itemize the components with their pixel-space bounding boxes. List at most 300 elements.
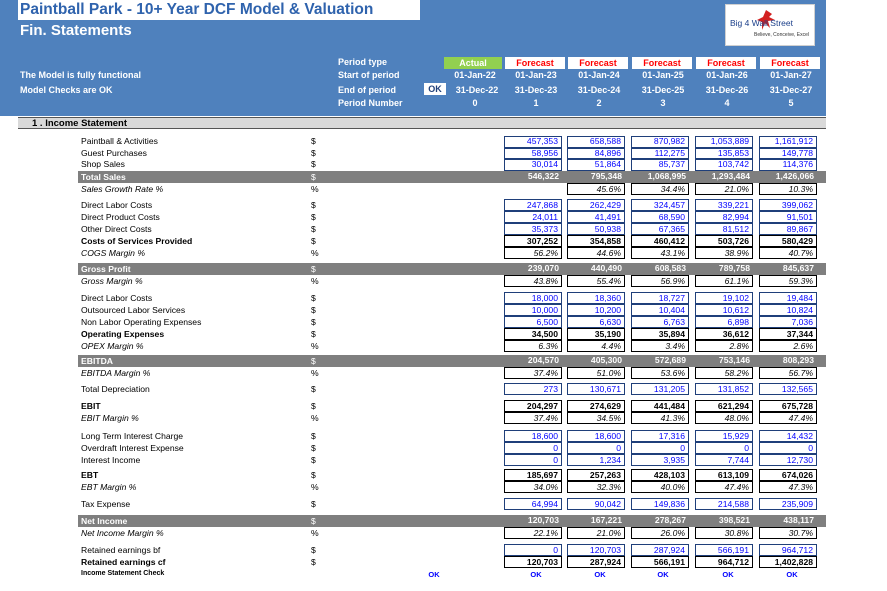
value-cell[interactable]: 19,102 bbox=[695, 292, 753, 304]
table-row[interactable] bbox=[0, 527, 887, 539]
row-unit: $ bbox=[311, 499, 316, 509]
value-cell[interactable]: 0 bbox=[504, 454, 562, 466]
value-cell[interactable]: 789,758 bbox=[718, 263, 750, 273]
row-label: Paintball & Activities bbox=[81, 136, 158, 146]
row-label: Direct Labor Costs bbox=[81, 293, 153, 303]
value-cell[interactable]: 239,070 bbox=[527, 263, 559, 273]
row-unit: % bbox=[311, 276, 319, 286]
check-ok-2: OK bbox=[594, 570, 606, 579]
row-label: Tax Expense bbox=[81, 499, 131, 509]
value-cell[interactable]: 572,689 bbox=[654, 355, 686, 365]
value-cell[interactable]: 18,360 bbox=[567, 292, 625, 304]
table-row[interactable] bbox=[0, 430, 887, 442]
value-cell[interactable]: 675,728 bbox=[759, 400, 817, 412]
value-cell[interactable]: 753,146 bbox=[718, 355, 750, 365]
value-cell[interactable]: 4.4% bbox=[567, 340, 625, 352]
table-row[interactable] bbox=[0, 247, 887, 259]
value-cell[interactable]: 278,267 bbox=[654, 515, 686, 525]
table-row[interactable] bbox=[0, 275, 887, 287]
value-cell[interactable]: 247,868 bbox=[504, 199, 562, 211]
value-cell[interactable]: 30.7% bbox=[759, 527, 817, 539]
row-unit: % bbox=[311, 183, 319, 194]
value-cell[interactable]: 274,629 bbox=[567, 400, 625, 412]
row-label: Total Depreciation bbox=[81, 384, 150, 394]
value-cell[interactable]: 438,117 bbox=[783, 515, 814, 525]
value-cell[interactable]: 1,402,828 bbox=[759, 556, 817, 568]
value-cell[interactable]: 0 bbox=[504, 544, 562, 556]
table-row[interactable] bbox=[0, 355, 887, 367]
row-unit: $ bbox=[311, 212, 316, 222]
value-cell[interactable]: 120,703 bbox=[527, 515, 559, 525]
value-cell[interactable]: 48.0% bbox=[695, 412, 753, 424]
value-cell[interactable]: 61.1% bbox=[695, 275, 753, 287]
value-cell[interactable]: 339,221 bbox=[695, 199, 753, 211]
value-cell[interactable]: 546,322 bbox=[527, 170, 559, 181]
table-row[interactable] bbox=[0, 136, 887, 148]
value-cell[interactable]: 257,263 bbox=[567, 469, 625, 481]
row-label: Gross Margin % bbox=[81, 276, 143, 286]
period-number-0: 0 bbox=[472, 98, 478, 108]
table-row[interactable] bbox=[0, 454, 887, 466]
row-unit: $ bbox=[311, 431, 316, 441]
period-type-3: Forecast bbox=[632, 57, 692, 69]
period-end-1: 31-Dec-23 bbox=[514, 85, 558, 95]
value-cell[interactable]: 0 bbox=[695, 442, 753, 454]
value-cell[interactable]: 795,348 bbox=[590, 170, 622, 181]
value-cell[interactable]: 17,316 bbox=[631, 430, 689, 442]
value-cell[interactable]: 262,429 bbox=[567, 199, 625, 211]
value-cell[interactable]: 566,191 bbox=[631, 556, 689, 568]
period-start-1: 01-Jan-23 bbox=[515, 70, 557, 80]
value-cell[interactable]: 580,429 bbox=[759, 235, 817, 247]
income-statement-check-label: Income Statement Check bbox=[81, 570, 165, 577]
row-label: Direct Labor Costs bbox=[81, 200, 153, 210]
table-row[interactable] bbox=[0, 412, 887, 424]
value-cell[interactable]: 287,924 bbox=[631, 544, 689, 556]
row-label: Net Income bbox=[81, 516, 128, 526]
period-number-3: 3 bbox=[660, 98, 666, 108]
value-cell[interactable]: 149,836 bbox=[631, 498, 689, 510]
value-cell[interactable]: 0 bbox=[759, 442, 817, 454]
check-ok-1: OK bbox=[530, 570, 542, 579]
value-cell[interactable]: 204,297 bbox=[504, 400, 562, 412]
end-period-ok-badge: OK bbox=[424, 83, 446, 95]
sheet-subtitle: Fin. Statements bbox=[20, 22, 132, 39]
value-cell[interactable]: 51,864 bbox=[567, 159, 625, 171]
value-cell[interactable]: 1,293,484 bbox=[711, 170, 750, 181]
value-cell[interactable]: 37.4% bbox=[504, 412, 562, 424]
value-cell[interactable]: 3,935 bbox=[631, 454, 689, 466]
period-end-0: 31-Dec-22 bbox=[455, 85, 499, 95]
value-cell[interactable]: 10.3% bbox=[759, 183, 817, 195]
value-cell[interactable]: 845,637 bbox=[782, 263, 814, 273]
table-row[interactable] bbox=[0, 223, 887, 235]
table-row[interactable] bbox=[0, 340, 887, 352]
value-cell[interactable]: 0 bbox=[631, 442, 689, 454]
value-cell[interactable]: 82,994 bbox=[695, 211, 753, 223]
value-cell[interactable]: 18,727 bbox=[631, 292, 689, 304]
value-cell[interactable]: 47.3% bbox=[759, 481, 817, 493]
value-cell[interactable]: 204,570 bbox=[527, 355, 559, 365]
logo-tagline: Believe, Conceive, Excel bbox=[754, 32, 810, 38]
period-type-0: Actual bbox=[444, 57, 502, 69]
value-cell[interactable]: 56.9% bbox=[631, 275, 689, 287]
value-cell[interactable]: 53.6% bbox=[631, 367, 689, 379]
value-cell[interactable]: 1,426,066 bbox=[775, 170, 814, 181]
value-cell[interactable]: 405,300 bbox=[590, 355, 622, 365]
check-ok-3: OK bbox=[657, 570, 669, 579]
value-cell[interactable]: 0 bbox=[504, 442, 562, 454]
period-number-5: 5 bbox=[788, 98, 794, 108]
row-label: OPEX Margin % bbox=[81, 341, 144, 351]
value-cell[interactable]: 12,730 bbox=[759, 454, 817, 466]
value-cell[interactable]: 55.4% bbox=[567, 275, 625, 287]
row-label: EBT Margin % bbox=[81, 482, 137, 492]
table-row[interactable] bbox=[0, 183, 887, 195]
value-cell[interactable]: 40.7% bbox=[759, 247, 817, 259]
row-label: EBITDA Margin % bbox=[81, 368, 151, 378]
row-unit: $ bbox=[311, 557, 316, 567]
row-unit: $ bbox=[311, 224, 316, 234]
row-unit: $ bbox=[311, 159, 316, 169]
value-cell[interactable]: 35,373 bbox=[504, 223, 562, 235]
table-row[interactable] bbox=[0, 316, 887, 328]
value-cell[interactable]: 1,234 bbox=[567, 454, 625, 466]
row-unit: $ bbox=[311, 293, 316, 303]
value-cell[interactable]: 2.6% bbox=[759, 340, 817, 352]
value-cell[interactable]: 6,898 bbox=[695, 316, 753, 328]
value-cell[interactable]: 428,103 bbox=[631, 469, 689, 481]
period-start-0: 01-Jan-22 bbox=[454, 70, 496, 80]
value-cell[interactable]: 43.1% bbox=[631, 247, 689, 259]
row-label: Total Sales bbox=[81, 171, 126, 182]
row-label: Overdraft Interest Expense bbox=[81, 443, 184, 453]
table-row[interactable] bbox=[0, 481, 887, 493]
row-label: Other Direct Costs bbox=[81, 224, 152, 234]
row-label: Retained earnings cf bbox=[81, 557, 166, 567]
check-ok-4: OK bbox=[722, 570, 734, 579]
row-label: Sales Growth Rate % bbox=[81, 183, 164, 194]
row-label: Shop Sales bbox=[81, 159, 125, 169]
row-unit: $ bbox=[311, 147, 316, 158]
row-label: Retained earnings bf bbox=[81, 545, 161, 555]
value-cell[interactable]: 58.2% bbox=[695, 367, 753, 379]
check-ok-5: OK bbox=[786, 570, 798, 579]
value-cell[interactable]: 15,929 bbox=[695, 430, 753, 442]
model-status-functional: The Model is fully functional bbox=[20, 70, 142, 80]
value-cell[interactable]: 81,512 bbox=[695, 223, 753, 235]
value-cell[interactable]: 3.4% bbox=[631, 340, 689, 352]
table-row[interactable] bbox=[0, 515, 887, 527]
table-row[interactable] bbox=[0, 211, 887, 223]
row-unit: $ bbox=[311, 171, 316, 182]
value-cell[interactable]: 185,697 bbox=[504, 469, 562, 481]
row-unit: % bbox=[311, 341, 319, 351]
row-label: Operating Expenses bbox=[81, 329, 165, 339]
value-cell[interactable]: 460,412 bbox=[631, 235, 689, 247]
value-cell[interactable]: 67,365 bbox=[631, 223, 689, 235]
value-cell[interactable]: 37.4% bbox=[504, 367, 562, 379]
row-unit: $ bbox=[311, 200, 316, 210]
table-row[interactable] bbox=[0, 304, 887, 316]
value-cell[interactable]: 132,565 bbox=[759, 383, 817, 395]
value-cell[interactable]: 1,068,995 bbox=[647, 170, 686, 181]
value-cell[interactable]: 149,778 bbox=[759, 148, 817, 160]
value-cell[interactable]: 658,588 bbox=[567, 136, 625, 148]
section-title: 1 . Income Statement bbox=[32, 118, 128, 129]
table-row[interactable] bbox=[0, 148, 887, 160]
value-cell[interactable]: 19,484 bbox=[759, 292, 817, 304]
value-cell[interactable]: 566,191 bbox=[695, 544, 753, 556]
period-type-1: Forecast bbox=[505, 57, 565, 69]
value-cell[interactable]: 10,200 bbox=[567, 304, 625, 316]
value-cell[interactable]: 14,432 bbox=[759, 430, 817, 442]
value-cell[interactable]: 1,053,889 bbox=[695, 136, 753, 148]
row-unit: $ bbox=[311, 236, 316, 246]
row-label: Gross Profit bbox=[81, 264, 131, 274]
row-unit: % bbox=[311, 528, 319, 538]
value-cell[interactable]: 30.8% bbox=[695, 527, 753, 539]
table-row[interactable] bbox=[0, 544, 887, 556]
value-cell[interactable]: 56.2% bbox=[504, 247, 562, 259]
value-cell[interactable]: 10,404 bbox=[631, 304, 689, 316]
table-row[interactable] bbox=[0, 159, 887, 171]
period-end-4: 31-Dec-26 bbox=[705, 85, 749, 95]
value-cell[interactable]: 50,938 bbox=[567, 223, 625, 235]
value-cell[interactable]: 84,896 bbox=[567, 148, 625, 160]
table-row[interactable] bbox=[0, 292, 887, 304]
period-number-label: Period Number bbox=[338, 98, 403, 108]
value-cell[interactable]: 51.0% bbox=[567, 367, 625, 379]
value-cell[interactable]: 47.4% bbox=[695, 481, 753, 493]
row-label: Guest Purchases bbox=[81, 147, 147, 158]
value-cell[interactable]: 2.8% bbox=[695, 340, 753, 352]
value-cell[interactable]: 32.3% bbox=[567, 481, 625, 493]
period-type-4: Forecast bbox=[696, 57, 756, 69]
row-unit: $ bbox=[311, 516, 316, 526]
page-title: Paintball Park - 10+ Year DCF Model & Valuation bbox=[18, 0, 420, 20]
value-cell[interactable]: 674,026 bbox=[759, 469, 817, 481]
table-row[interactable] bbox=[0, 235, 887, 247]
row-unit: $ bbox=[311, 329, 316, 339]
value-cell[interactable]: 36,612 bbox=[695, 328, 753, 340]
value-cell[interactable]: 440,490 bbox=[590, 263, 622, 273]
value-cell[interactable]: 613,109 bbox=[695, 469, 753, 481]
period-type-2: Forecast bbox=[568, 57, 628, 69]
value-cell[interactable]: 135,853 bbox=[695, 148, 753, 160]
income-statement-section-header[interactable] bbox=[18, 117, 826, 129]
row-label: Net Income Margin % bbox=[81, 528, 164, 538]
value-cell[interactable]: 89,867 bbox=[759, 223, 817, 235]
company-logo bbox=[725, 4, 815, 46]
table-row[interactable] bbox=[0, 367, 887, 379]
table-row[interactable] bbox=[0, 263, 887, 275]
value-cell[interactable]: 35,190 bbox=[567, 328, 625, 340]
row-label: Interest Income bbox=[81, 455, 141, 465]
value-cell[interactable]: 120,703 bbox=[504, 556, 562, 568]
value-cell[interactable]: 35,894 bbox=[631, 328, 689, 340]
period-start-3: 01-Jan-25 bbox=[642, 70, 684, 80]
value-cell[interactable]: 91,501 bbox=[759, 211, 817, 223]
value-cell[interactable]: 30,014 bbox=[504, 159, 562, 171]
row-unit: $ bbox=[311, 264, 316, 274]
table-row[interactable] bbox=[0, 383, 887, 395]
value-cell[interactable]: 273 bbox=[504, 383, 562, 395]
value-cell[interactable]: 34.0% bbox=[504, 481, 562, 493]
value-cell[interactable]: 214,588 bbox=[695, 498, 753, 510]
table-row[interactable] bbox=[0, 469, 887, 481]
row-unit: $ bbox=[311, 470, 316, 480]
value-cell[interactable]: 22.1% bbox=[504, 527, 562, 539]
value-cell[interactable]: 324,457 bbox=[631, 199, 689, 211]
value-cell[interactable]: 441,484 bbox=[631, 400, 689, 412]
value-cell[interactable]: 43.8% bbox=[504, 275, 562, 287]
row-unit: $ bbox=[311, 305, 316, 315]
value-cell[interactable]: 90,042 bbox=[567, 498, 625, 510]
table-row[interactable] bbox=[0, 442, 887, 454]
value-cell[interactable]: 37,344 bbox=[759, 328, 817, 340]
value-cell[interactable]: 41.3% bbox=[631, 412, 689, 424]
model-status-checks: Model Checks are OK bbox=[20, 85, 113, 95]
table-row[interactable] bbox=[0, 199, 887, 211]
row-unit: $ bbox=[311, 545, 316, 555]
value-cell[interactable]: 287,924 bbox=[567, 556, 625, 568]
value-cell[interactable]: 40.0% bbox=[631, 481, 689, 493]
value-cell[interactable]: 10,612 bbox=[695, 304, 753, 316]
row-unit: $ bbox=[311, 443, 316, 453]
value-cell[interactable]: 18,600 bbox=[504, 430, 562, 442]
model-header bbox=[0, 0, 826, 116]
value-cell[interactable]: 68,590 bbox=[631, 211, 689, 223]
value-cell[interactable]: 112,275 bbox=[631, 148, 689, 160]
period-start-4: 01-Jan-26 bbox=[706, 70, 748, 80]
value-cell[interactable]: 6.3% bbox=[504, 340, 562, 352]
value-cell[interactable]: 59.3% bbox=[759, 275, 817, 287]
value-cell[interactable]: 45.6% bbox=[567, 183, 625, 195]
value-cell[interactable]: 398,521 bbox=[718, 515, 750, 525]
table-row[interactable] bbox=[0, 328, 887, 340]
period-type-5: Forecast bbox=[760, 57, 820, 69]
value-cell[interactable]: 131,205 bbox=[631, 383, 689, 395]
row-unit: $ bbox=[311, 136, 316, 146]
table-row[interactable] bbox=[0, 498, 887, 510]
value-cell[interactable]: 34,500 bbox=[504, 328, 562, 340]
value-cell[interactable]: 870,982 bbox=[631, 136, 689, 148]
row-unit: % bbox=[311, 482, 319, 492]
value-cell[interactable]: 24,011 bbox=[504, 211, 562, 223]
row-unit: % bbox=[311, 413, 319, 423]
value-cell[interactable]: 7,036 bbox=[759, 316, 817, 328]
row-unit: $ bbox=[311, 317, 316, 327]
period-end-5: 31-Dec-27 bbox=[769, 85, 813, 95]
value-cell[interactable]: 41,491 bbox=[567, 211, 625, 223]
row-unit: $ bbox=[311, 455, 316, 465]
start-of-period-label: Start of period bbox=[338, 70, 400, 80]
value-cell[interactable]: 964,712 bbox=[759, 544, 817, 556]
value-cell[interactable]: 10,824 bbox=[759, 304, 817, 316]
value-cell[interactable]: 808,293 bbox=[782, 355, 814, 365]
value-cell[interactable]: 6,500 bbox=[504, 316, 562, 328]
row-label: Long Term Interest Charge bbox=[81, 431, 184, 441]
value-cell[interactable] bbox=[504, 183, 562, 195]
value-cell[interactable]: 103,742 bbox=[695, 159, 753, 171]
value-cell[interactable]: 21.0% bbox=[695, 183, 753, 195]
value-cell[interactable]: 38.9% bbox=[695, 247, 753, 259]
period-start-5: 01-Jan-27 bbox=[770, 70, 812, 80]
value-cell[interactable]: 18,600 bbox=[567, 430, 625, 442]
period-number-2: 2 bbox=[596, 98, 602, 108]
value-cell[interactable]: 130,671 bbox=[567, 383, 625, 395]
value-cell[interactable]: 26.0% bbox=[631, 527, 689, 539]
value-cell[interactable]: 608,583 bbox=[654, 263, 686, 273]
value-cell[interactable]: 6,630 bbox=[567, 316, 625, 328]
value-cell[interactable]: 21.0% bbox=[567, 527, 625, 539]
period-type-label: Period type bbox=[338, 57, 388, 67]
end-of-period-label: End of period bbox=[338, 85, 396, 95]
value-cell[interactable]: 34.5% bbox=[567, 412, 625, 424]
row-label: EBITDA bbox=[81, 356, 113, 366]
value-cell[interactable]: 18,000 bbox=[504, 292, 562, 304]
value-cell[interactable]: 0 bbox=[567, 442, 625, 454]
value-cell[interactable]: 44.6% bbox=[567, 247, 625, 259]
row-unit: $ bbox=[311, 401, 316, 411]
row-unit: $ bbox=[311, 356, 316, 366]
value-cell[interactable]: 34.4% bbox=[631, 183, 689, 195]
check-ok-0: OK bbox=[428, 570, 440, 579]
value-cell[interactable]: 64,994 bbox=[504, 498, 562, 510]
value-cell[interactable]: 114,376 bbox=[759, 159, 817, 171]
row-unit: % bbox=[311, 248, 319, 258]
value-cell[interactable]: 85,737 bbox=[631, 159, 689, 171]
value-cell[interactable]: 399,062 bbox=[759, 199, 817, 211]
row-label: Costs of Services Provided bbox=[81, 236, 193, 246]
row-label: Non Labor Operating Expenses bbox=[81, 317, 202, 327]
value-cell[interactable]: 167,221 bbox=[590, 515, 622, 525]
value-cell[interactable]: 131,852 bbox=[695, 383, 753, 395]
value-cell[interactable]: 307,252 bbox=[504, 235, 562, 247]
value-cell[interactable]: 47.4% bbox=[759, 412, 817, 424]
table-row[interactable] bbox=[0, 171, 887, 183]
row-unit: % bbox=[311, 368, 319, 378]
row-label: Outsourced Labor Services bbox=[81, 305, 186, 315]
value-cell[interactable]: 6,763 bbox=[631, 316, 689, 328]
table-row[interactable] bbox=[0, 556, 887, 568]
value-cell[interactable]: 56.7% bbox=[759, 367, 817, 379]
row-label: EBT bbox=[81, 470, 99, 480]
period-start-2: 01-Jan-24 bbox=[578, 70, 620, 80]
value-cell[interactable]: 354,858 bbox=[567, 235, 625, 247]
period-number-1: 1 bbox=[533, 98, 539, 108]
row-label: EBIT bbox=[81, 401, 101, 411]
row-label: Direct Product Costs bbox=[81, 212, 160, 222]
value-cell[interactable]: 964,712 bbox=[695, 556, 753, 568]
period-end-2: 31-Dec-24 bbox=[577, 85, 621, 95]
value-cell[interactable]: 621,294 bbox=[695, 400, 753, 412]
value-cell[interactable]: 235,909 bbox=[759, 498, 817, 510]
period-end-3: 31-Dec-25 bbox=[641, 85, 685, 95]
row-unit: $ bbox=[311, 384, 316, 394]
value-cell[interactable]: 58,956 bbox=[504, 148, 562, 160]
table-row[interactable] bbox=[0, 400, 887, 412]
value-cell[interactable]: 10,000 bbox=[504, 304, 562, 316]
value-cell[interactable]: 120,703 bbox=[567, 544, 625, 556]
period-number-4: 4 bbox=[724, 98, 730, 108]
value-cell[interactable]: 1,161,912 bbox=[759, 136, 817, 148]
value-cell[interactable]: 7,744 bbox=[695, 454, 753, 466]
value-cell[interactable]: 457,353 bbox=[504, 136, 562, 148]
value-cell[interactable]: 503,726 bbox=[695, 235, 753, 247]
logo-name: Big 4 Wall Street bbox=[730, 18, 793, 28]
